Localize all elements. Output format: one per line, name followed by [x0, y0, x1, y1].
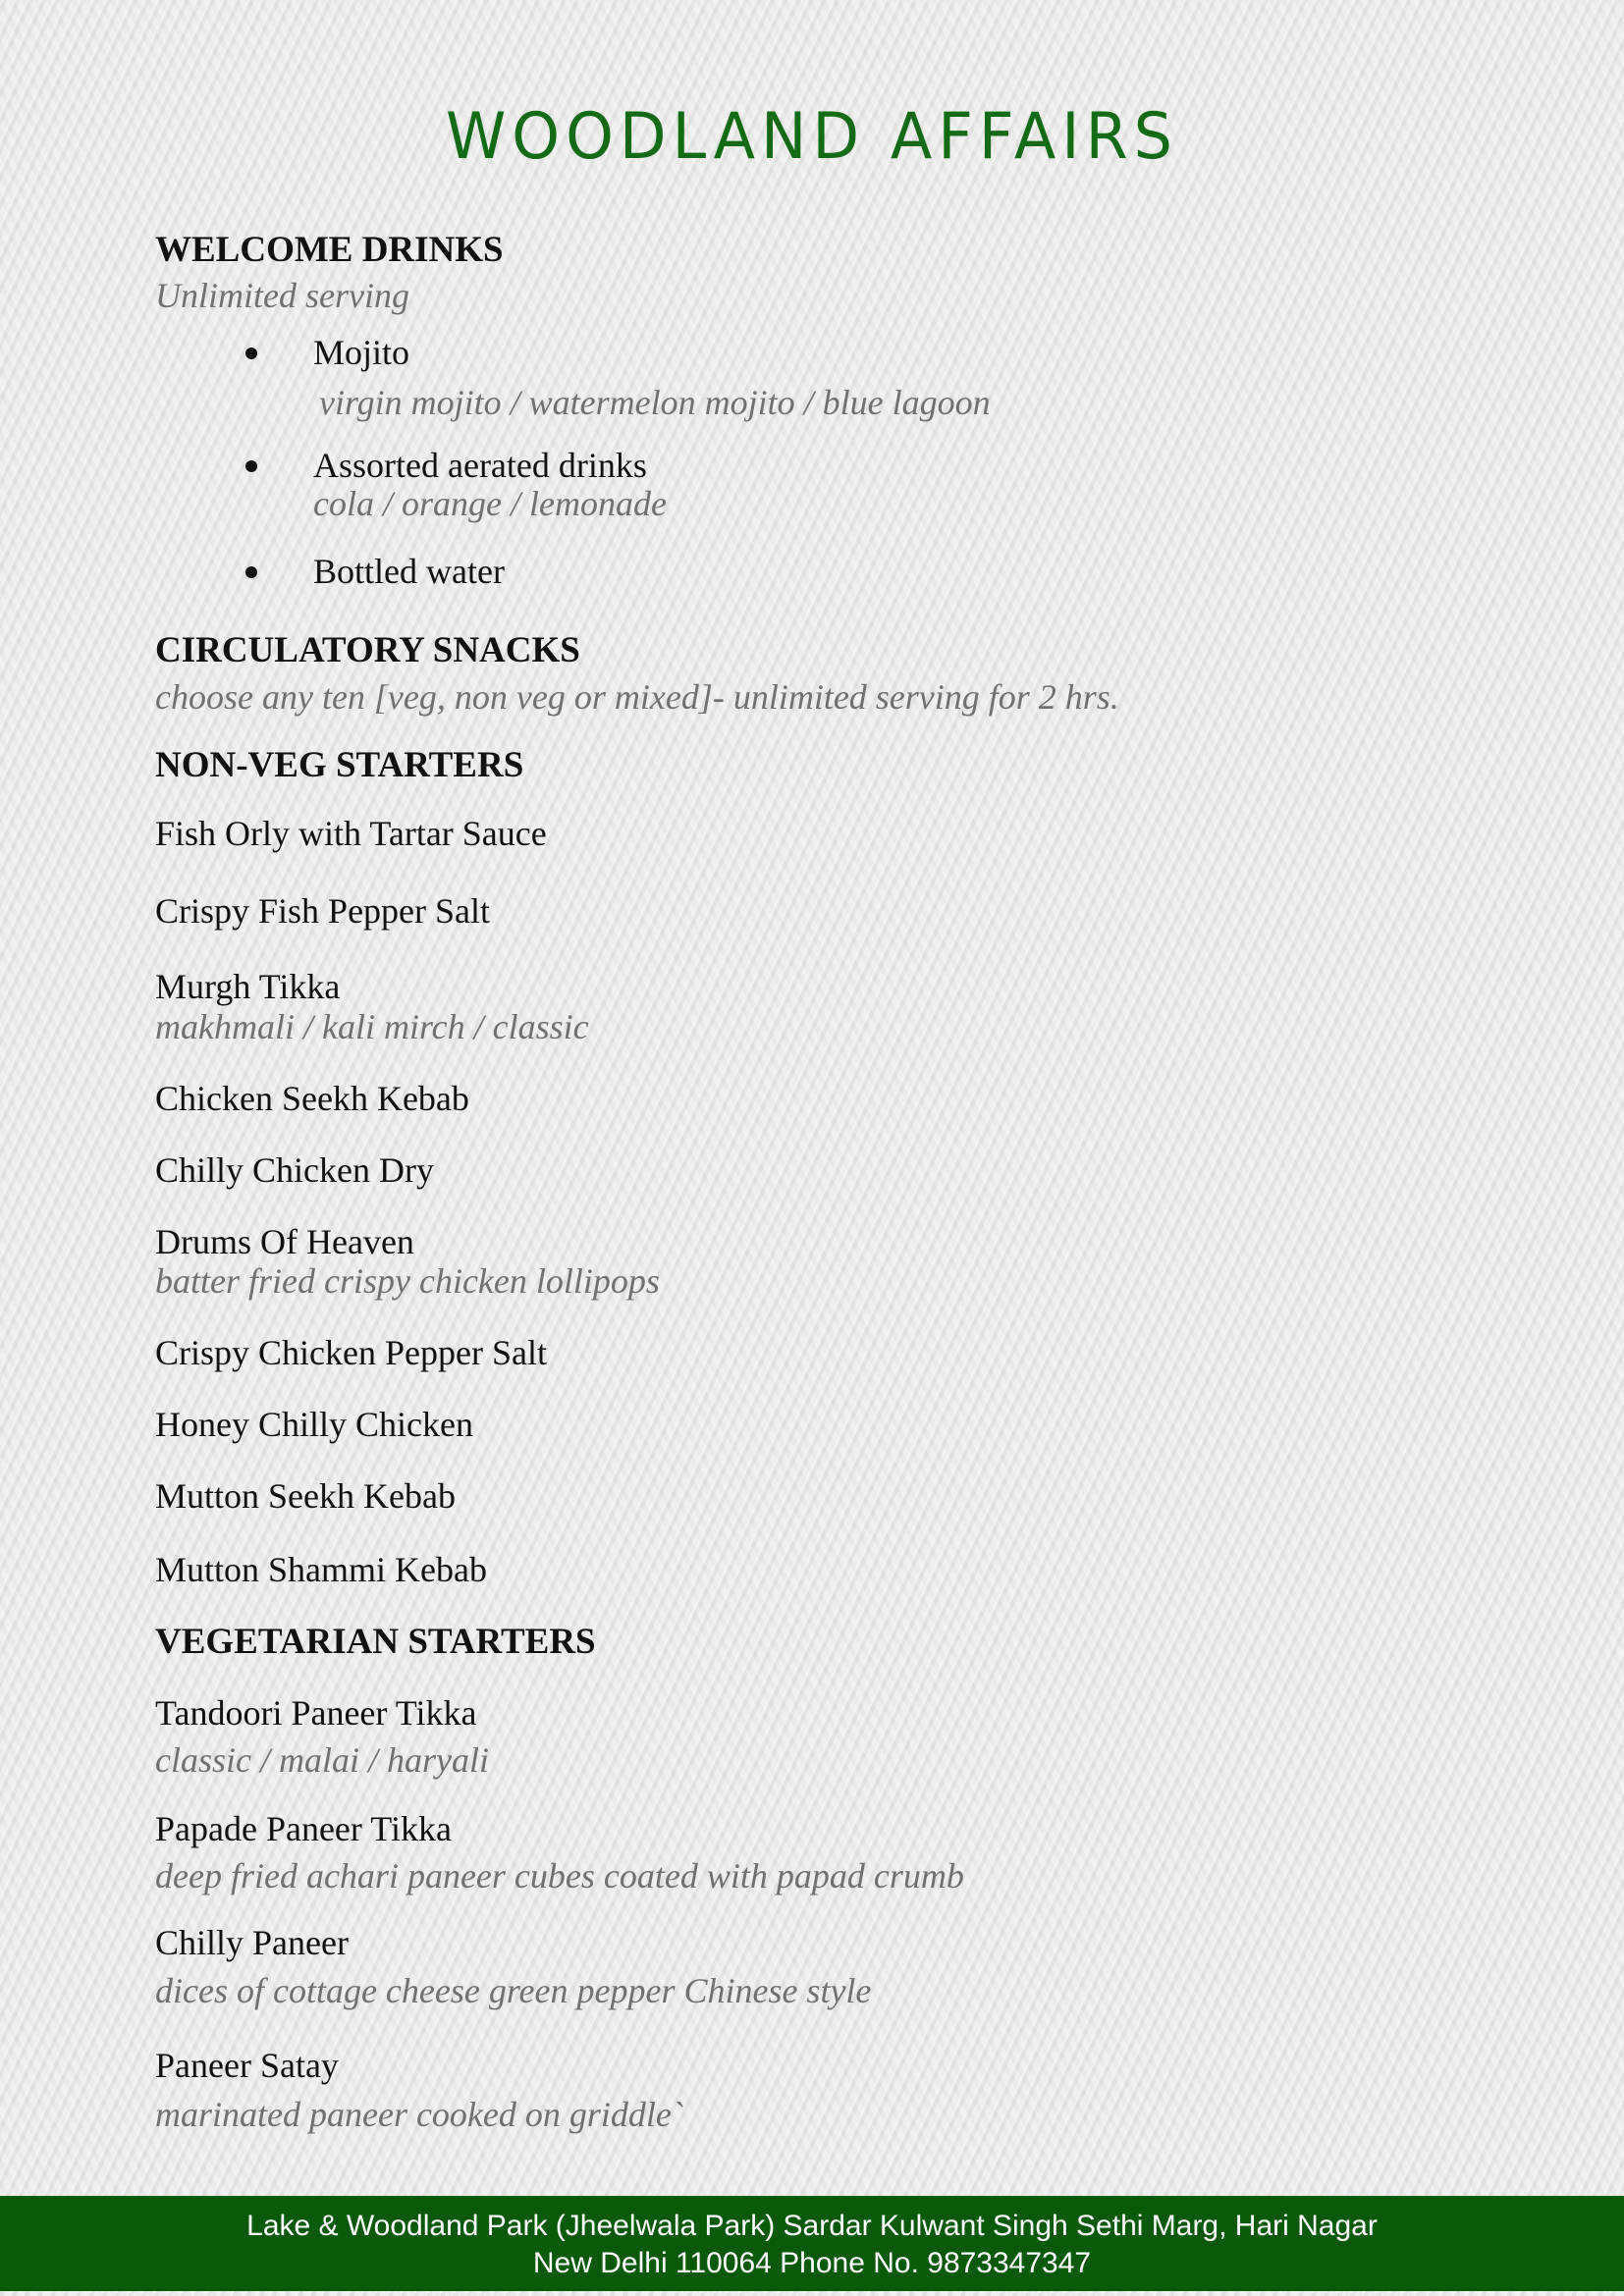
menu-item-name: Crispy Chicken Pepper Salt [155, 1333, 547, 1372]
circulatory-snacks-note: choose any ten [veg, non veg or mixed]- unlimited serving for 2 hrs. [155, 677, 1119, 717]
footer-address-line: Lake & Woodland Park (Jheelwala Park) Sardar Kulwant Singh Sethi Marg, Hari Nagar [246, 2210, 1378, 2242]
section-heading-welcome-drinks: WELCOME DRINKS [155, 230, 504, 270]
menu-item-name: Paneer Satay [155, 2046, 339, 2085]
section-heading-non-veg-starters: NON-VEG STARTERS [155, 745, 524, 785]
menu-item-desc: cola / orange / lemonade [313, 484, 667, 523]
menu-item-desc: makhmali / kali mirch / classic [155, 1007, 589, 1046]
restaurant-title: WOODLAND AFFAIRS [445, 98, 1179, 174]
menu-item-name: Bottled water [313, 552, 505, 591]
menu-item-desc: marinated paneer cooked on griddle` [155, 2095, 683, 2134]
section-heading-vegetarian-starters: VEGETARIAN STARTERS [155, 1622, 596, 1662]
menu-item-name: Honey Chilly Chicken [155, 1405, 473, 1444]
menu-item-desc: dices of cottage cheese green pepper Chinese style [155, 1971, 872, 2010]
menu-item-name: Chicken Seekh Kebab [155, 1079, 469, 1118]
menu-item-name: Chilly Paneer [155, 1923, 349, 1962]
menu-item-name: Drums Of Heaven [155, 1222, 414, 1261]
menu-item-name: Assorted aerated drinks [313, 446, 647, 485]
menu-item-name: Papade Paneer Tikka [155, 1809, 452, 1848]
menu-item-desc: virgin mojito / watermelon mojito / blue lagoon [319, 383, 991, 422]
footer-phone-line: New Delhi 110064 Phone No. 9873347347 [532, 2247, 1092, 2279]
menu-item-name: Murgh Tikka [155, 967, 341, 1006]
bullet-icon [245, 347, 257, 359]
footer-address-bar [0, 2196, 1624, 2291]
menu-item-desc: classic / malai / haryali [155, 1740, 489, 1780]
menu-item-name: Chilly Chicken Dry [155, 1150, 434, 1190]
menu-item-desc: deep fried achari paneer cubes coated with papad crumb [155, 1856, 964, 1896]
menu-item-desc: batter fried crispy chicken lollipops [155, 1261, 660, 1301]
menu-item-name: Tandoori Paneer Tikka [155, 1693, 477, 1733]
bullet-icon [245, 566, 257, 578]
welcome-drinks-note: Unlimited serving [155, 276, 409, 315]
menu-item-name: Mojito [313, 333, 410, 372]
menu-item-name: Fish Orly with Tartar Sauce [155, 814, 547, 853]
bullet-icon [245, 460, 257, 472]
menu-item-name: Crispy Fish Pepper Salt [155, 891, 491, 931]
menu-item-name: Mutton Seekh Kebab [155, 1476, 456, 1516]
menu-item-name: Mutton Shammi Kebab [155, 1550, 487, 1589]
section-heading-circulatory-snacks: CIRCULATORY SNACKS [155, 630, 580, 670]
